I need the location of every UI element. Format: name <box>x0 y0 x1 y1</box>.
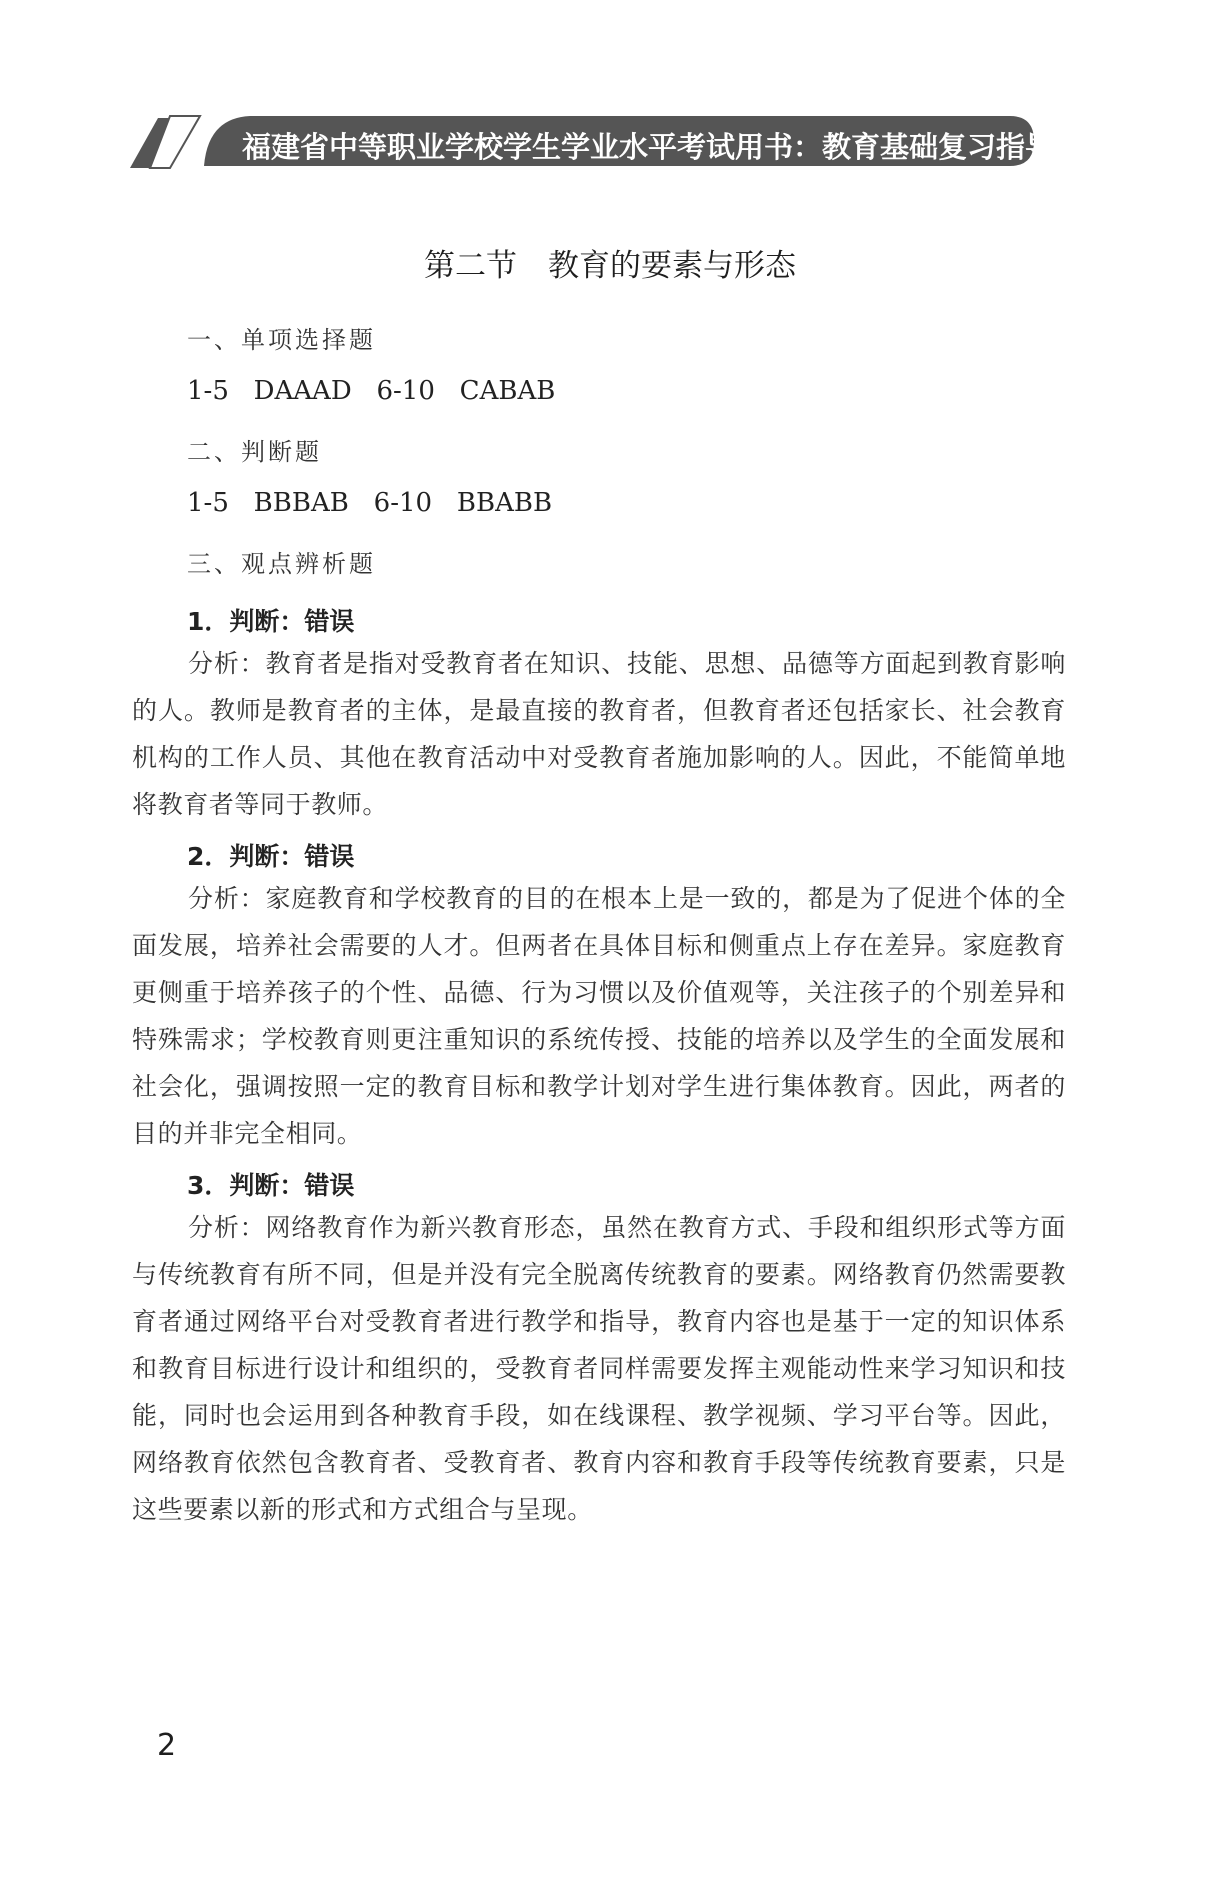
analysis-2: 分析：家庭教育和学校教育的目的在根本上是一致的，都是为了促进个体的全面发展，培养社会需要的人才。但两者在具体目标和侧重点上存在差异。家庭教育更侧重于培养孩子的个性、品德、行为习惯以及价值观等，关注孩子的个别差异和特殊需求；学校教育则更注重知识的系统传授、技能的培养以及学生的全面发展和社会化，强调按照一定的教育目标和教学计划对学生进行集体教育。因此，两者的目的并非完全相同。 <box>132 884 1066 1148</box>
part2-heading: 二、判断题 <box>187 438 322 466</box>
judgment-1: 1．判断：错误 <box>187 607 355 636</box>
analysis-1: 分析：教育者是指对受教育者在知识、技能、思想、品德等方面起到教育影响的人。教师是教育者的主体，是最直接的教育者，但教育者还包括家长、社会教育机构的工作人员、其他在教育活动中对受教育者施加影响的人。因此，不能简单地将教育者等同于教师。 <box>132 649 1066 819</box>
page-number: 2 <box>157 1728 177 1763</box>
part3-heading: 三、观点辨析题 <box>187 550 376 578</box>
judgment-3: 3．判断：错误 <box>187 1171 355 1200</box>
section-title: 第二节 教育的要素与形态 <box>424 248 796 284</box>
header-title: 福建省中等职业学校学生学业水平考试用书：教育基础复习指导 <box>242 130 1055 164</box>
judgment-2: 2．判断：错误 <box>187 842 355 871</box>
analysis-3: 分析：网络教育作为新兴教育形态，虽然在教育方式、手段和组织形式等方面与传统教育有所不同，但是并没有完全脱离传统教育的要素。网络教育仍然需要教育者通过网络平台对受教育者进行教学和指导，教育内容也是基于一定的知识体系和教育目标进行设计和组织的，受教育者同样需要发挥主观能动性来学习知识和技能，同时也会运用到各种教育手段，如在线课程、教学视频、学习平台等。因此，网络教育依然包含教育者、受教育者、教育内容和教育手段等传统教育要素，只是这些要素以新的形式和方式组合与呈现。 <box>132 1213 1066 1524</box>
part1-answers: 1-5 DAAAD 6-10 CABAB <box>187 376 556 406</box>
part2-answers: 1-5 BBBAB 6-10 BBABB <box>187 488 553 518</box>
header-banner <box>130 112 1055 170</box>
part1-heading: 一、单项选择题 <box>187 326 376 354</box>
